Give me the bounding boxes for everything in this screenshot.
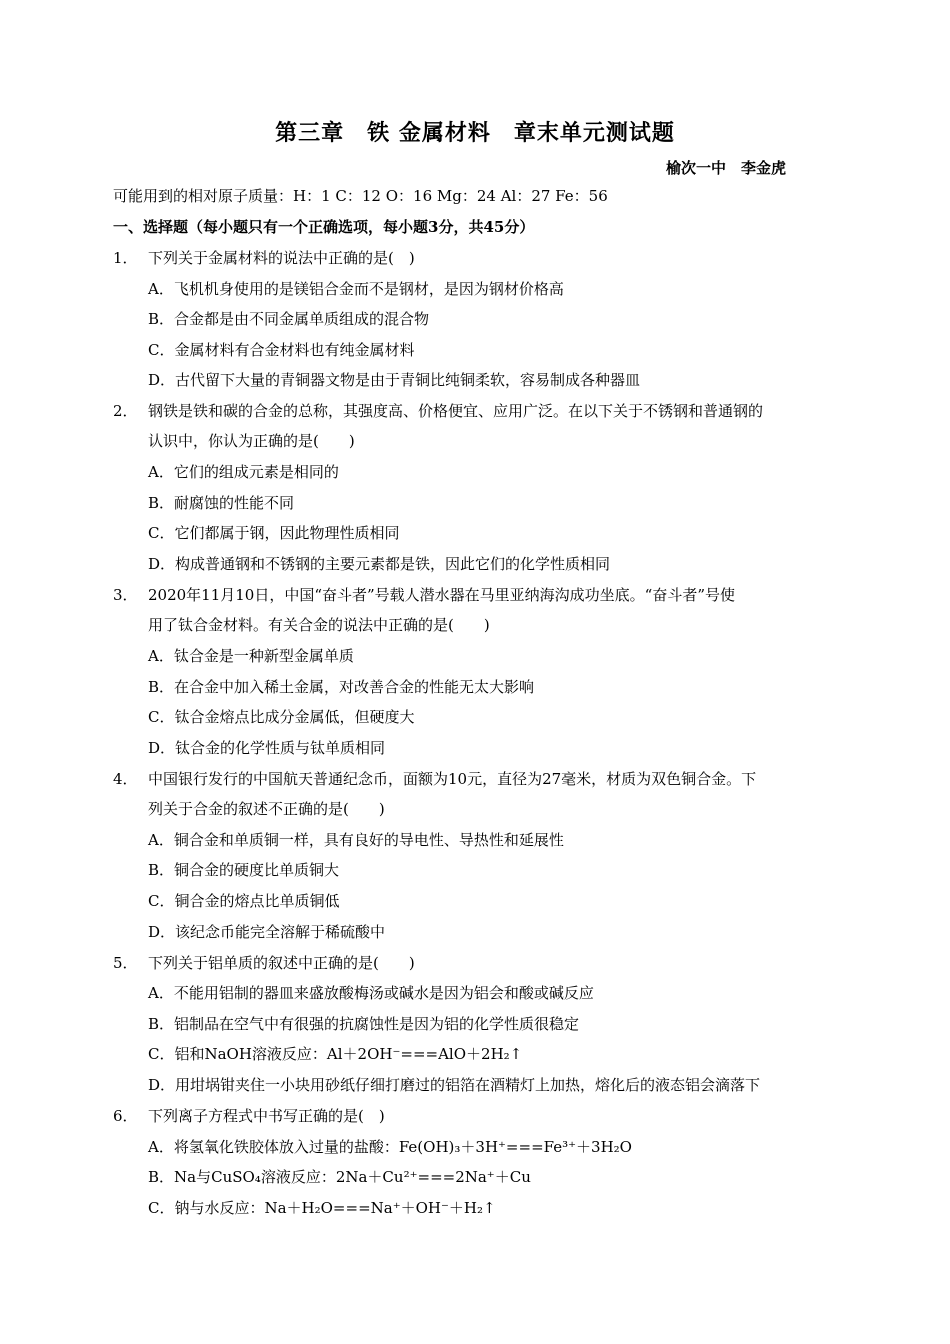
question-stem: 下列关于金属材料的说法中正确的是( ) xyxy=(148,249,415,267)
question-stem: 下列关于铝单质的叙述中正确的是( ) xyxy=(148,954,415,972)
author-line: 榆次一中 李金虎 xyxy=(666,159,787,177)
question-stem: 钢铁是铁和碳的合金的总称，其强度高、价格便宜、应用广泛。在以下关于不锈钢和普通钢的 xyxy=(148,402,764,420)
option-a: A．铜合金和单质铜一样，具有良好的导电性、导热性和延展性 xyxy=(148,831,564,849)
question-number: 4． xyxy=(113,770,138,788)
option-a: A．将氢氧化铁胶体放入过量的盐酸：Fe(OH)₃＋3H⁺===Fe³⁺＋3H₂O xyxy=(148,1138,632,1156)
option-a: A．钛合金是一种新型金属单质 xyxy=(148,647,354,665)
question-number: 3． xyxy=(113,586,138,604)
option-c: C．钛合金熔点比成分金属低，但硬度大 xyxy=(148,708,415,726)
option-d: D．用坩埚钳夹住一小块用砂纸仔细打磨过的铝箔在酒精灯上加热，熔化后的液态铝会滴落下 xyxy=(148,1076,761,1094)
option-b: B．铜合金的硬度比单质铜大 xyxy=(148,861,340,879)
question-number: 5． xyxy=(113,954,138,972)
option-a: A．飞机机身使用的是镁铝合金而不是钢材，是因为钢材价格高 xyxy=(148,280,564,298)
atomic-masses-line: 可能用到的相对原子质量：H：1 C：12 O：16 Mg：24 Al：27 Fe：56 xyxy=(113,187,608,205)
option-b: B．在合金中加入稀土金属，对改善合金的性能无太大影响 xyxy=(148,678,535,696)
option-b: B．合金都是由不同金属单质组成的混合物 xyxy=(148,310,430,328)
option-a: A．它们的组成元素是相同的 xyxy=(148,463,339,481)
section-heading: 一、选择题（每小题只有一个正确选项，每小题3分，共45分） xyxy=(113,218,535,236)
question-stem-cont: 认识中，你认为正确的是( ) xyxy=(148,432,355,450)
question-stem: 中国银行发行的中国航天普通纪念币，面额为10元，直径为27毫米，材质为双色铜合金。下 xyxy=(148,770,757,788)
option-b: B．耐腐蚀的性能不同 xyxy=(148,494,295,512)
page-title: 第三章 铁 金属材料 章末单元测试题 xyxy=(275,120,675,146)
option-c: C．金属材料有合金材料也有纯金属材料 xyxy=(148,341,415,359)
option-d: D．该纪念币能完全溶解于稀硫酸中 xyxy=(148,923,386,941)
question-number: 1． xyxy=(113,249,138,267)
question-stem-cont: 用了钛合金材料。有关合金的说法中正确的是( ) xyxy=(148,616,490,634)
option-d: D．构成普通钢和不锈钢的主要元素都是铁，因此它们的化学性质相同 xyxy=(148,555,611,573)
option-a: A．不能用铝制的器皿来盛放酸梅汤或碱水是因为铝会和酸或碱反应 xyxy=(148,984,594,1002)
option-b: B．铝制品在空气中有很强的抗腐蚀性是因为铝的化学性质很稳定 xyxy=(148,1015,580,1033)
option-c: C．铜合金的熔点比单质铜低 xyxy=(148,892,340,910)
question-number: 6． xyxy=(113,1107,138,1125)
option-b: B．Na与CuSO₄溶液反应：2Na＋Cu²⁺===2Na⁺＋Cu xyxy=(148,1168,531,1186)
question-stem: 下列离子方程式中书写正确的是( ) xyxy=(148,1107,385,1125)
question-number: 2． xyxy=(113,402,138,420)
question-stem-cont: 列关于合金的叙述不正确的是( ) xyxy=(148,800,385,818)
option-c: C．它们都属于钢，因此物理性质相同 xyxy=(148,524,400,542)
option-d: D．古代留下大量的青铜器文物是由于青铜比纯铜柔软，容易制成各种器皿 xyxy=(148,371,641,389)
option-d: D．钛合金的化学性质与钛单质相同 xyxy=(148,739,386,757)
option-c: C．钠与水反应：Na＋H₂O===Na⁺＋OH⁻＋H₂↑ xyxy=(148,1199,496,1217)
option-c: C．铝和NaOH溶液反应：Al＋2OH⁻===AlO＋2H₂↑ xyxy=(148,1045,523,1063)
question-stem: 2020年11月10日，中国“奋斗者”号载人潜水器在马里亚纳海沟成功坐底。“奋斗者”号使 xyxy=(148,586,736,604)
